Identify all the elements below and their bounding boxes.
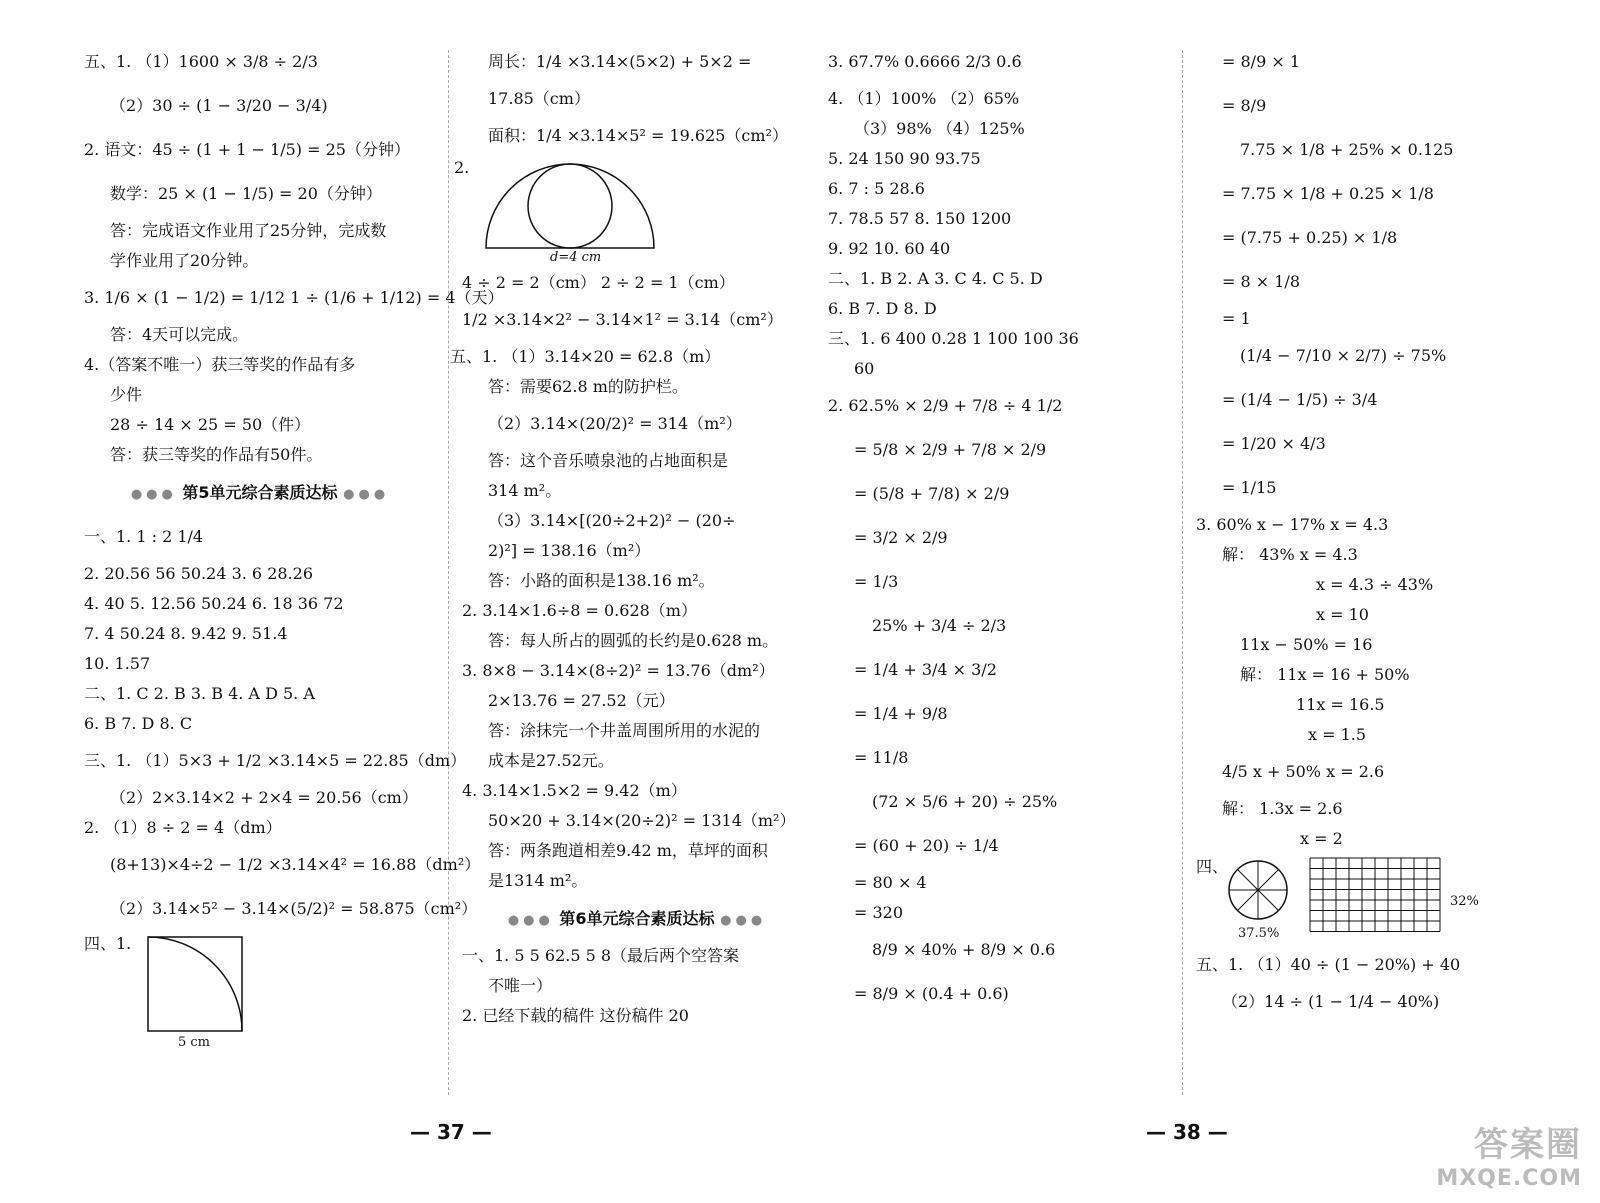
answer-line: 答：获三等奖的作品有50件。 xyxy=(110,445,323,464)
answer-line: 周长：1/4 ×3.14×(5×2) + 5×2 = xyxy=(488,52,752,71)
answer-line: 五、1. （1）3.14×20 = 62.8（m） xyxy=(450,347,721,366)
answer-line: 2. xyxy=(454,158,470,177)
grid-diagram xyxy=(1308,856,1448,936)
answer-line: 6. B 7. D 8. D xyxy=(828,299,937,318)
answer-line: 学作业用了20分钟。 xyxy=(110,251,259,270)
answer-line: 1/2 ×3.14×2² − 3.14×1² = 3.14（cm²） xyxy=(462,310,783,329)
answer-line: 二、1. C 2. B 3. B 4. A D 5. A xyxy=(84,684,315,703)
answer-line: （3）98% （4）125% xyxy=(854,119,1025,138)
decorative-dots: ●●● xyxy=(130,487,177,502)
answer-line: 2. （1）8 ÷ 2 = 4（dm） xyxy=(84,818,282,837)
answer-line: = 1/4 + 9/8 xyxy=(854,704,948,723)
answer-line: （2）14 ÷ (1 − 1/4 − 40%) xyxy=(1222,992,1440,1011)
answer-line: = 1/20 × 4/3 xyxy=(1222,434,1326,453)
column-divider xyxy=(1182,50,1183,1095)
decorative-dots: ●●● xyxy=(343,487,390,502)
column-1 xyxy=(84,40,504,1051)
answer-line: 解： 11x = 16 + 50% xyxy=(1240,665,1410,684)
answer-line: = 80 × 4 xyxy=(854,873,927,892)
answer-line: = 8/9 × (0.4 + 0.6) xyxy=(854,984,1009,1003)
page-number-right: — 38 — xyxy=(1146,1120,1228,1144)
answer-line: 4. 40 5. 12.56 50.24 6. 18 36 72 xyxy=(84,594,344,613)
answer-line: （2）2×3.14×2 + 2×4 = 20.56（cm） xyxy=(110,788,418,807)
answer-line: = 8/9 xyxy=(1222,96,1267,115)
answer-line: 是1314 m²。 xyxy=(488,871,588,890)
answer-line: 5. 24 150 90 93.75 xyxy=(828,149,981,168)
column-2 xyxy=(450,40,812,1031)
answer-line: 50×20 + 3.14×(20÷2)² = 1314（m²） xyxy=(488,811,796,830)
answer-line: 答：每人所占的圆弧的长约是0.628 m。 xyxy=(488,631,779,650)
answer-line: 答：涂抹完一个井盖周围所用的水泥的 xyxy=(488,721,761,740)
answer-line: 2. 62.5% × 2/9 + 7/8 ÷ 4 1/2 xyxy=(828,396,1063,415)
decorative-dots: ●●● xyxy=(507,913,554,928)
answer-line: 3. 1/6 × (1 − 1/2) = 1/12 1 ÷ (1/6 + 1/12) = 4（天） xyxy=(84,288,504,307)
answer-line: 一、1. 1 : 2 1/4 xyxy=(84,527,204,546)
answer-line: 答：4天可以完成。 xyxy=(110,325,249,344)
answer-line: x = 4.3 ÷ 43% xyxy=(1316,575,1434,594)
answer-line: 4. 3.14×1.5×2 = 9.42（m） xyxy=(462,781,687,800)
section-heading xyxy=(462,906,812,929)
answer-line: = 5/8 × 2/9 + 7/8 × 2/9 xyxy=(854,440,1047,459)
answer-line: 解： 43% x = 4.3 xyxy=(1222,545,1358,564)
answer-line: 答：小路的面积是138.16 m²。 xyxy=(488,571,715,590)
answer-line: 成本是27.52元。 xyxy=(488,751,614,770)
answer-line: = 7.75 × 1/8 + 0.25 × 1/8 xyxy=(1222,184,1434,203)
pie-diagram xyxy=(1226,858,1290,922)
answer-line: = (60 + 20) ÷ 1/4 xyxy=(854,836,999,855)
answer-line: 一、1. 5 5 62.5 5 8（最后两个空答案 xyxy=(462,946,740,965)
answer-line: = 320 xyxy=(854,903,904,922)
answer-line: x = 2 xyxy=(1300,829,1343,848)
watermark-logo: 答案圈 xyxy=(1474,1125,1582,1165)
answer-line: x = 10 xyxy=(1316,605,1369,624)
answer-line: 答：两条跑道相差9.42 m，草坪的面积 xyxy=(488,841,768,860)
answer-line: 2×13.76 = 27.52（元） xyxy=(488,691,675,710)
answer-line: 11x = 16.5 xyxy=(1296,695,1385,714)
answer-line: 7. 4 50.24 8. 9.42 9. 51.4 xyxy=(84,624,288,643)
answer-line: （2）30 ÷ (1 − 3/20 − 3/4) xyxy=(110,96,328,115)
column-divider xyxy=(448,50,449,1095)
semicircle-diagram xyxy=(482,162,662,258)
answer-line: 2)²] = 138.16（m²） xyxy=(488,541,651,560)
answer-line: 60 xyxy=(854,359,875,378)
answer-line: 6. 7 : 5 28.6 xyxy=(828,179,925,198)
answer-line: 9. 92 10. 60 40 xyxy=(828,239,951,258)
page-number-left: — 37 — xyxy=(410,1120,492,1144)
answer-line: 7. 78.5 57 8. 150 1200 xyxy=(828,209,1012,228)
answer-line: 3. 8×8 − 3.14×(8÷2)² = 13.76（dm²） xyxy=(462,661,775,680)
answer-line: 4.（答案不唯一）获三等奖的作品有多 xyxy=(84,355,356,374)
answer-line: = (7.75 + 0.25) × 1/8 xyxy=(1222,228,1398,247)
answer-line: 314 m²。 xyxy=(488,481,562,500)
answer-line: = 11/8 xyxy=(854,748,909,767)
answer-line: = 8/9 × 1 xyxy=(1222,52,1300,71)
answer-line: 数学：25 × (1 − 1/5) = 20（分钟） xyxy=(110,184,382,203)
answer-line: 3. 67.7% 0.6666 2/3 0.6̇ xyxy=(828,52,1022,71)
answer-line: 四、 xyxy=(1196,857,1229,876)
answer-line: 答：需要62.8 m的防护栏。 xyxy=(488,377,688,396)
grid-label: 32% xyxy=(1450,894,1479,909)
answer-line: = 1/4 + 3/4 × 3/2 xyxy=(854,660,997,679)
answer-line: 面积：1/4 ×3.14×5² = 19.625（cm²） xyxy=(488,126,788,145)
section-heading-text: 第6单元综合素质达标 xyxy=(559,909,715,928)
answer-line: 2. 已经下载的稿件 这份稿件 20 xyxy=(462,1006,689,1025)
answer-line: = (5/8 + 7/8) × 2/9 xyxy=(854,484,1010,503)
answer-line: = 3/2 × 2/9 xyxy=(854,528,948,547)
answer-line: 6. B 7. D 8. C xyxy=(84,714,193,733)
answer-line: 二、1. B 2. A 3. C 4. C 5. D xyxy=(828,269,1043,288)
percent-figures xyxy=(1196,854,1576,950)
answer-line: (1/4 − 7/10 × 2/7) ÷ 75% xyxy=(1240,346,1447,365)
answer-line: 五、1. （1）40 ÷ (1 − 20%) + 40 xyxy=(1196,955,1461,974)
answer-line: (72 × 5/6 + 20) ÷ 25% xyxy=(872,792,1058,811)
answer-line: （2）3.14×(20/2)² = 314（m²） xyxy=(488,414,742,433)
figure-label: 5 cm xyxy=(178,1035,211,1050)
answer-line: 28 ÷ 14 × 25 = 50（件） xyxy=(110,415,311,434)
watermark xyxy=(1436,1117,1582,1191)
answer-line: 三、1. （1）5×3 + 1/2 ×3.14×5 = 22.85（dm） xyxy=(84,751,467,770)
answer-line: 10. 1.57 xyxy=(84,654,151,673)
answer-line: 4/5 x + 50% x = 2.6 xyxy=(1222,762,1385,781)
answer-line: （2）3.14×5² − 3.14×(5/2)² = 58.875（cm²） xyxy=(110,899,478,918)
answer-line: 五、1. （1）1600 × 3/8 ÷ 2/3 xyxy=(84,52,318,71)
answer-line: = 1/3 xyxy=(854,572,899,591)
answer-line: 答：这个音乐喷泉池的占地面积是 xyxy=(488,451,729,470)
answer-line: 8/9 × 40% + 8/9 × 0.6 xyxy=(872,940,1056,959)
semicircle-figure xyxy=(454,158,812,268)
answer-line: 少件 xyxy=(110,385,143,404)
answer-line: 解： 1.3x = 2.6 xyxy=(1222,799,1343,818)
answer-line: 4. （1）100% （2）65% xyxy=(828,89,1020,108)
quarter-circle-diagram xyxy=(146,935,286,1039)
quarter-circle-figure xyxy=(84,931,436,1051)
answer-line: x = 1.5 xyxy=(1308,725,1367,744)
answer-line: 3. 60% x − 17% x = 4.3 xyxy=(1196,515,1389,534)
answer-line: 四、1. xyxy=(84,934,132,953)
answer-line: 11x − 50% = 16 xyxy=(1240,635,1373,654)
answer-line: 4 ÷ 2 = 2（cm） 2 ÷ 2 = 1（cm） xyxy=(462,273,735,292)
answer-line: 三、1. 6 400 0.28 1 100 100 36 xyxy=(828,329,1079,348)
answer-line: 答：完成语文作业用了25分钟，完成数 xyxy=(110,221,387,240)
watermark-url: MXQE.COM xyxy=(1436,1166,1582,1191)
column-4 xyxy=(1196,40,1576,1024)
answer-line: 25% + 3/4 ÷ 2/3 xyxy=(872,616,1007,635)
answer-line: = (1/4 − 1/5) ÷ 3/4 xyxy=(1222,390,1378,409)
column-3 xyxy=(828,40,1173,1016)
figure-label: d=4 cm xyxy=(550,250,602,265)
answer-line: (8+13)×4÷2 − 1/2 ×3.14×4² = 16.88（dm²） xyxy=(110,855,481,874)
answer-line: 7.75 × 1/8 + 25% × 0.125 xyxy=(1240,140,1454,159)
answer-line: = 1 xyxy=(1222,309,1251,328)
answer-line: 2. 语文：45 ÷ (1 + 1 − 1/5) = 25（分钟） xyxy=(84,140,410,159)
section-heading xyxy=(84,480,436,503)
decorative-dots: ●●● xyxy=(720,913,767,928)
pie-label: 37.5% xyxy=(1238,926,1280,941)
answer-line: 2. 20.56 56 50.24 3. 6 28.26 xyxy=(84,564,313,583)
answer-line: 2. 3.14×1.6÷8 = 0.628（m） xyxy=(462,601,697,620)
answer-line: = 8 × 1/8 xyxy=(1222,272,1300,291)
answer-line: = 1/15 xyxy=(1222,478,1277,497)
answer-line: 17.85（cm） xyxy=(488,89,590,108)
answer-line: 不唯一） xyxy=(488,976,553,995)
section-heading-text: 第5单元综合素质达标 xyxy=(182,483,338,502)
answer-line: （3）3.14×[(20÷2+2)² − (20÷ xyxy=(488,511,736,530)
